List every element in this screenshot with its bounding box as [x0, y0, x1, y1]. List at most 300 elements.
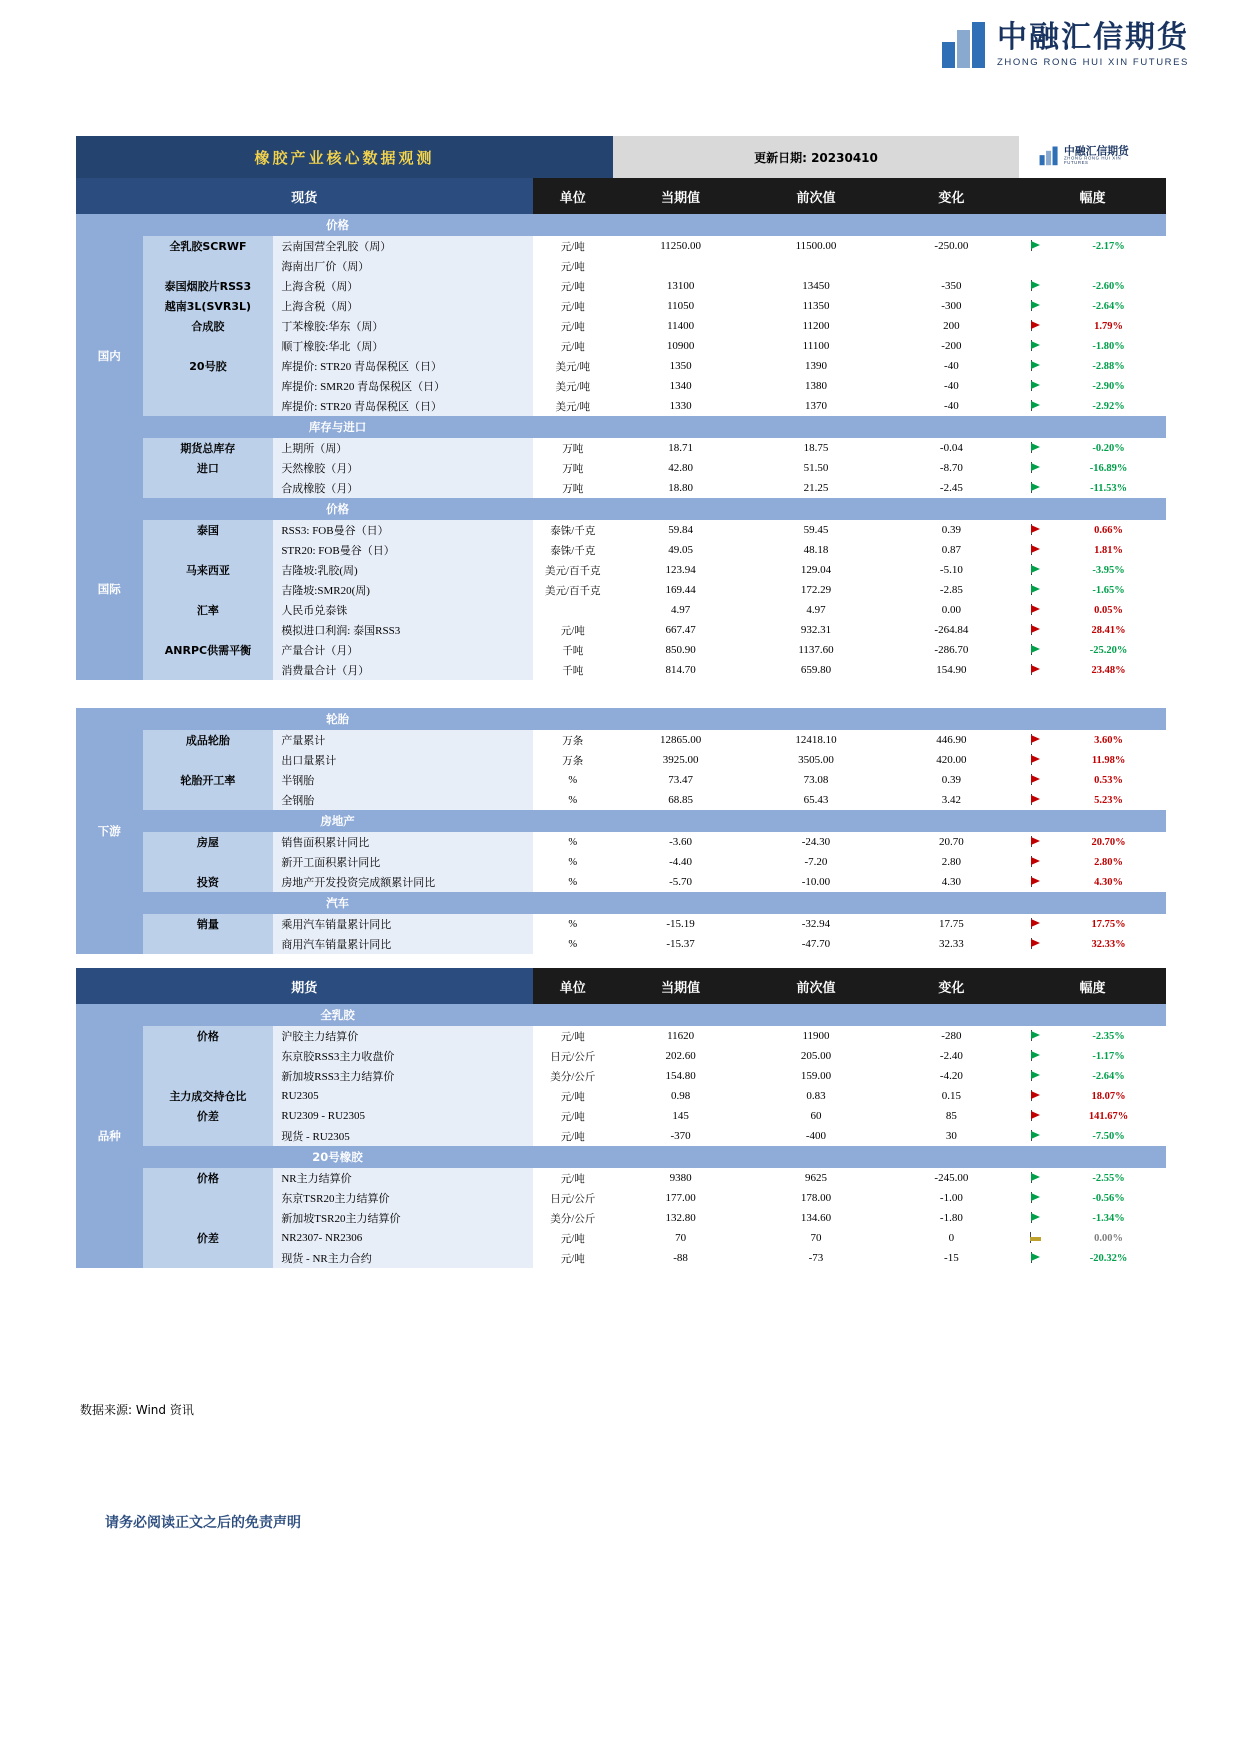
row-previous: -24.30 [748, 832, 883, 852]
row-unit: 日元/公斤 [533, 1046, 613, 1066]
row-change: 32.33 [884, 934, 1019, 954]
row-change: -8.70 [884, 458, 1019, 478]
row-change: 17.75 [884, 914, 1019, 934]
row-item: 人民币兑泰铢 [273, 600, 532, 620]
row-current: 59.84 [613, 520, 748, 540]
row-item: 消费量合计（月） [273, 660, 532, 680]
row-item: 海南出厂价（周） [273, 256, 532, 276]
row-current: -5.70 [613, 872, 748, 892]
table-row [76, 1228, 1166, 1248]
table-row [76, 478, 1166, 498]
up-flag-icon [1031, 939, 1040, 947]
row-previous: -73 [748, 1248, 883, 1268]
row-previous: 18.75 [748, 438, 883, 458]
col-unit: 单位 [533, 968, 613, 1004]
row-change: 200 [884, 316, 1019, 336]
row-range: 1.81% [1094, 544, 1124, 556]
spacer-row [76, 954, 1166, 968]
table-row [76, 1046, 1166, 1066]
row-current: -3.60 [613, 832, 748, 852]
row-current: 123.94 [613, 560, 748, 580]
row-trend-flag [1019, 640, 1051, 660]
down-flag-icon [1031, 443, 1040, 451]
row-previous: -10.00 [748, 872, 883, 892]
row-unit: 元/吨 [533, 1228, 613, 1248]
row-range: 28.41% [1091, 624, 1126, 636]
row-previous: 4.97 [748, 600, 883, 620]
row-category [143, 1208, 274, 1228]
row-change: -280 [884, 1026, 1019, 1046]
row-current: 1340 [613, 376, 748, 396]
row-previous: 1390 [748, 356, 883, 376]
table-row [76, 296, 1166, 316]
row-change: 0.00 [884, 600, 1019, 620]
row-item: 吉隆坡:SMR20(周) [273, 580, 532, 600]
row-trend-flag [1019, 600, 1051, 620]
row-range: 20.70% [1091, 836, 1126, 848]
section-side-label: 下游 [76, 708, 143, 954]
row-category [143, 256, 274, 276]
row-unit: % [533, 790, 613, 810]
row-range: 0.05% [1094, 604, 1124, 616]
row-current: 49.05 [613, 540, 748, 560]
row-item: 出口量累计 [273, 750, 532, 770]
row-category [143, 1248, 274, 1268]
row-category [143, 1126, 274, 1146]
row-trend-flag [1019, 1168, 1051, 1188]
row-range [1051, 256, 1166, 276]
table-row [76, 376, 1166, 396]
row-range: -1.17% [1092, 1050, 1125, 1062]
row-category: 期货总库存 [143, 438, 274, 458]
row-trend-flag [1019, 376, 1051, 396]
col-change: 变化 [884, 178, 1019, 214]
col-change: 变化 [884, 968, 1019, 1004]
table-row [76, 256, 1166, 276]
row-item: 库提价: SMR20 青岛保税区（日） [273, 376, 532, 396]
table-row [76, 832, 1166, 852]
row-category [143, 540, 274, 560]
row-category: 销量 [143, 914, 274, 934]
row-previous: 9625 [748, 1168, 883, 1188]
table-row [76, 1208, 1166, 1228]
up-flag-icon [1031, 775, 1040, 783]
row-item: 吉隆坡:乳胶(周) [273, 560, 532, 580]
row-previous: 13450 [748, 276, 883, 296]
table-row [76, 540, 1166, 560]
row-category: 主力成交持仓比 [143, 1086, 274, 1106]
row-item: 东京TSR20主力结算价 [273, 1188, 532, 1208]
row-unit: 万吨 [533, 458, 613, 478]
row-previous: 1370 [748, 396, 883, 416]
row-range: 17.75% [1091, 918, 1126, 930]
row-category: 越南3L(SVR3L) [143, 296, 274, 316]
row-range: -3.95% [1092, 564, 1125, 576]
row-category: 进口 [143, 458, 274, 478]
row-current: 0.98 [613, 1086, 748, 1106]
row-current: -15.37 [613, 934, 748, 954]
down-flag-icon [1031, 565, 1040, 573]
row-change: -1.80 [884, 1208, 1019, 1228]
title-row [76, 136, 1166, 178]
row-item: 上海含税（周） [273, 276, 532, 296]
disclaimer-note: 请务必阅读正文之后的免责声明 [105, 1515, 301, 1531]
row-current: -88 [613, 1248, 748, 1268]
row-change: 4.30 [884, 872, 1019, 892]
row-range: -2.17% [1092, 240, 1125, 252]
row-trend-flag [1019, 934, 1051, 954]
row-change: -0.04 [884, 438, 1019, 458]
row-range: 5.23% [1094, 794, 1124, 806]
row-item: 顺丁橡胶:华北（周） [273, 336, 532, 356]
row-change: -286.70 [884, 640, 1019, 660]
row-range: 141.67% [1088, 1110, 1129, 1122]
row-category: 泰国烟胶片RSS3 [143, 276, 274, 296]
down-flag-icon [1031, 241, 1040, 249]
row-trend-flag [1019, 1248, 1051, 1268]
down-flag-icon [1031, 1173, 1040, 1181]
col-previous: 前次值 [748, 178, 883, 214]
row-category: 成品轮胎 [143, 730, 274, 750]
brand-name-en: ZHONG RONG HUI XIN FUTURES [996, 56, 1189, 68]
row-category [143, 852, 274, 872]
row-unit: 美元/百千克 [533, 560, 613, 580]
row-item: STR20: FOB曼谷（日） [273, 540, 532, 560]
row-unit: 泰铢/千克 [533, 520, 613, 540]
row-item: 半钢胎 [273, 770, 532, 790]
row-previous: 51.50 [748, 458, 883, 478]
row-category [143, 376, 274, 396]
row-category: 价格 [143, 1026, 274, 1046]
row-change: -40 [884, 396, 1019, 416]
row-range: 2.80% [1094, 856, 1124, 868]
group-header-row [76, 1004, 1166, 1026]
row-previous: 1137.60 [748, 640, 883, 660]
row-category [143, 396, 274, 416]
table-row [76, 730, 1166, 750]
row-category [143, 790, 274, 810]
row-unit [533, 600, 613, 620]
down-flag-icon [1031, 483, 1040, 491]
table-row [76, 316, 1166, 336]
row-previous: -47.70 [748, 934, 883, 954]
table-row [76, 620, 1166, 640]
row-category: 全乳胶SCRWF [143, 236, 274, 256]
row-category: 房屋 [143, 832, 274, 852]
row-current: 1350 [613, 356, 748, 376]
row-item: 云南国营全乳胶（周） [273, 236, 532, 256]
down-flag-icon [1031, 645, 1040, 653]
row-change [884, 256, 1019, 276]
row-item: RU2305 [273, 1086, 532, 1106]
col-range: 幅度 [1019, 178, 1166, 214]
row-range: 0.53% [1094, 774, 1124, 786]
col-current: 当期值 [613, 178, 748, 214]
row-range: 4.30% [1094, 876, 1124, 888]
table-row [76, 1248, 1166, 1268]
row-previous: 3505.00 [748, 750, 883, 770]
row-range: -7.50% [1092, 1130, 1125, 1142]
row-previous: 73.08 [748, 770, 883, 790]
row-category [143, 1046, 274, 1066]
row-category [143, 1188, 274, 1208]
row-change: 0.39 [884, 770, 1019, 790]
row-trend-flag [1019, 1228, 1051, 1248]
row-trend-flag [1019, 1066, 1051, 1086]
row-item: 库提价: STR20 青岛保税区（日） [273, 396, 532, 416]
row-category [143, 750, 274, 770]
row-range: -2.35% [1092, 1030, 1125, 1042]
row-unit: % [533, 852, 613, 872]
row-category: 20号胶 [143, 356, 274, 376]
row-change: 446.90 [884, 730, 1019, 750]
row-trend-flag [1019, 256, 1051, 276]
row-unit: % [533, 770, 613, 790]
row-previous: 12418.10 [748, 730, 883, 750]
down-flag-icon [1031, 1071, 1040, 1079]
row-category: 轮胎开工率 [143, 770, 274, 790]
row-category [143, 580, 274, 600]
group-header-row [76, 1146, 1166, 1168]
table-row [76, 356, 1166, 376]
row-unit: 元/吨 [533, 1168, 613, 1188]
row-previous: 932.31 [748, 620, 883, 640]
row-current: 18.80 [613, 478, 748, 498]
row-trend-flag [1019, 750, 1051, 770]
row-previous: 11900 [748, 1026, 883, 1046]
spacer-row [76, 694, 1166, 708]
row-category: 投资 [143, 872, 274, 892]
row-current: 850.90 [613, 640, 748, 660]
row-trend-flag [1019, 872, 1051, 892]
row-item: 上海含税（周） [273, 296, 532, 316]
row-unit: 日元/公斤 [533, 1188, 613, 1208]
row-unit: 美元/吨 [533, 396, 613, 416]
row-trend-flag [1019, 540, 1051, 560]
row-unit: 元/吨 [533, 276, 613, 296]
row-change: 3.42 [884, 790, 1019, 810]
row-range: -1.65% [1092, 584, 1125, 596]
spacer-row [76, 680, 1166, 694]
table-row [76, 236, 1166, 256]
main-table [76, 136, 1166, 1268]
row-range: 0.66% [1094, 524, 1124, 536]
down-flag-icon [1031, 341, 1040, 349]
row-unit: 元/吨 [533, 236, 613, 256]
source-note: 数据来源: Wind 资讯 [80, 1403, 194, 1417]
row-trend-flag [1019, 1126, 1051, 1146]
row-previous: 65.43 [748, 790, 883, 810]
up-flag-icon [1031, 665, 1040, 673]
row-previous: -32.94 [748, 914, 883, 934]
down-flag-icon [1031, 401, 1040, 409]
row-range: -2.90% [1092, 380, 1125, 392]
row-trend-flag [1019, 1188, 1051, 1208]
row-item: RU2309 - RU2305 [273, 1106, 532, 1126]
table-row [76, 852, 1166, 872]
row-unit: 元/吨 [533, 296, 613, 316]
row-change: -5.10 [884, 560, 1019, 580]
table-row [76, 872, 1166, 892]
data-sheet [76, 136, 1166, 1268]
row-change: -245.00 [884, 1168, 1019, 1188]
row-unit: 万吨 [533, 478, 613, 498]
up-flag-icon [1031, 735, 1040, 743]
table-row [76, 750, 1166, 770]
row-range: -2.64% [1092, 1070, 1125, 1082]
row-range: -2.60% [1092, 280, 1125, 292]
group-label: 轮胎 [143, 708, 533, 730]
col-previous: 前次值 [748, 968, 883, 1004]
row-change: -40 [884, 356, 1019, 376]
table-body [76, 136, 1166, 1268]
row-unit: 美元/吨 [533, 356, 613, 376]
row-previous: 159.00 [748, 1066, 883, 1086]
row-previous [748, 256, 883, 276]
section-side-label: 国际 [76, 498, 143, 680]
row-trend-flag [1019, 478, 1051, 498]
up-flag-icon [1031, 1091, 1040, 1099]
up-flag-icon [1031, 877, 1040, 885]
brand-name-cn: 中融汇信期货 [996, 19, 1189, 55]
table-row [76, 1066, 1166, 1086]
up-flag-icon [1031, 1111, 1040, 1119]
col-current: 当期值 [613, 968, 748, 1004]
row-range: 32.33% [1091, 938, 1126, 950]
row-trend-flag [1019, 790, 1051, 810]
row-current: 68.85 [613, 790, 748, 810]
row-trend-flag [1019, 356, 1051, 376]
row-current: 169.44 [613, 580, 748, 600]
row-change: -1.00 [884, 1188, 1019, 1208]
row-item: 房地产开发投资完成额累计同比 [273, 872, 532, 892]
row-trend-flag [1019, 520, 1051, 540]
group-header-row [76, 810, 1166, 832]
row-current: 154.80 [613, 1066, 748, 1086]
down-flag-icon [1031, 1213, 1040, 1221]
row-current: 3925.00 [613, 750, 748, 770]
row-current: 11400 [613, 316, 748, 336]
row-change: 0.15 [884, 1086, 1019, 1106]
row-trend-flag [1019, 560, 1051, 580]
row-current: 11250.00 [613, 236, 748, 256]
row-unit: 元/吨 [533, 1086, 613, 1106]
row-item: 天然橡胶（月） [273, 458, 532, 478]
row-change: -2.45 [884, 478, 1019, 498]
table-row [76, 600, 1166, 620]
group-label: 价格 [143, 498, 533, 520]
row-trend-flag [1019, 1026, 1051, 1046]
flat-flag-icon [1030, 1237, 1041, 1241]
table-row [76, 396, 1166, 416]
row-trend-flag [1019, 580, 1051, 600]
table-row [76, 1026, 1166, 1046]
down-flag-icon [1031, 463, 1040, 471]
table-row [76, 1106, 1166, 1126]
row-category [143, 478, 274, 498]
row-current: 202.60 [613, 1046, 748, 1066]
row-range: -2.55% [1092, 1172, 1125, 1184]
row-change: -250.00 [884, 236, 1019, 256]
row-unit: 万吨 [533, 438, 613, 458]
down-flag-icon [1031, 1193, 1040, 1201]
row-previous: 659.80 [748, 660, 883, 680]
row-change: 420.00 [884, 750, 1019, 770]
row-trend-flag [1019, 236, 1051, 256]
row-category: 价格 [143, 1168, 274, 1188]
row-trend-flag [1019, 914, 1051, 934]
row-previous: 178.00 [748, 1188, 883, 1208]
row-unit: 元/吨 [533, 620, 613, 640]
row-previous: 205.00 [748, 1046, 883, 1066]
row-trend-flag [1019, 296, 1051, 316]
row-range: -0.56% [1092, 1192, 1125, 1204]
row-trend-flag [1019, 832, 1051, 852]
row-category [143, 934, 274, 954]
row-range: -11.53% [1090, 482, 1128, 494]
row-unit: 美分/公斤 [533, 1208, 613, 1228]
row-unit: % [533, 872, 613, 892]
table-row [76, 438, 1166, 458]
table-row [76, 914, 1166, 934]
row-current: 13100 [613, 276, 748, 296]
row-range: 3.60% [1094, 734, 1124, 746]
row-previous: 172.29 [748, 580, 883, 600]
down-flag-icon [1031, 1253, 1040, 1261]
row-unit: 元/吨 [533, 256, 613, 276]
row-category: 马来西亚 [143, 560, 274, 580]
row-item: NR主力结算价 [273, 1168, 532, 1188]
section-label: 期货 [76, 968, 533, 1004]
group-header-row [76, 416, 1166, 438]
row-previous: 60 [748, 1106, 883, 1126]
row-change: 20.70 [884, 832, 1019, 852]
zrf-mark-icon [942, 22, 987, 68]
down-flag-icon [1031, 1131, 1040, 1139]
row-previous: 0.83 [748, 1086, 883, 1106]
row-range: -16.89% [1089, 462, 1128, 474]
down-flag-icon [1031, 301, 1040, 309]
table-row [76, 1086, 1166, 1106]
row-item: 产量累计 [273, 730, 532, 750]
row-change: 0 [884, 1228, 1019, 1248]
table-row [76, 770, 1166, 790]
row-previous: 59.45 [748, 520, 883, 540]
row-item: 商用汽车销量累计同比 [273, 934, 532, 954]
row-previous: -7.20 [748, 852, 883, 872]
row-previous: 11100 [748, 336, 883, 356]
row-current: 11050 [613, 296, 748, 316]
row-trend-flag [1019, 660, 1051, 680]
row-change: -300 [884, 296, 1019, 316]
row-unit: 元/吨 [533, 1106, 613, 1126]
table-row [76, 1126, 1166, 1146]
table-row [76, 640, 1166, 660]
row-unit: 美分/公斤 [533, 1066, 613, 1086]
table-row [76, 580, 1166, 600]
row-current: 177.00 [613, 1188, 748, 1208]
row-previous: 11500.00 [748, 236, 883, 256]
row-unit: 千吨 [533, 640, 613, 660]
group-label: 价格 [143, 214, 533, 236]
up-flag-icon [1031, 755, 1040, 763]
table-row [76, 660, 1166, 680]
row-item: 销售面积累计同比 [273, 832, 532, 852]
row-item: 合成橡胶（月） [273, 478, 532, 498]
row-change: -4.20 [884, 1066, 1019, 1086]
up-flag-icon [1031, 857, 1040, 865]
update-date: 更新日期: 20230410 [613, 136, 1019, 178]
